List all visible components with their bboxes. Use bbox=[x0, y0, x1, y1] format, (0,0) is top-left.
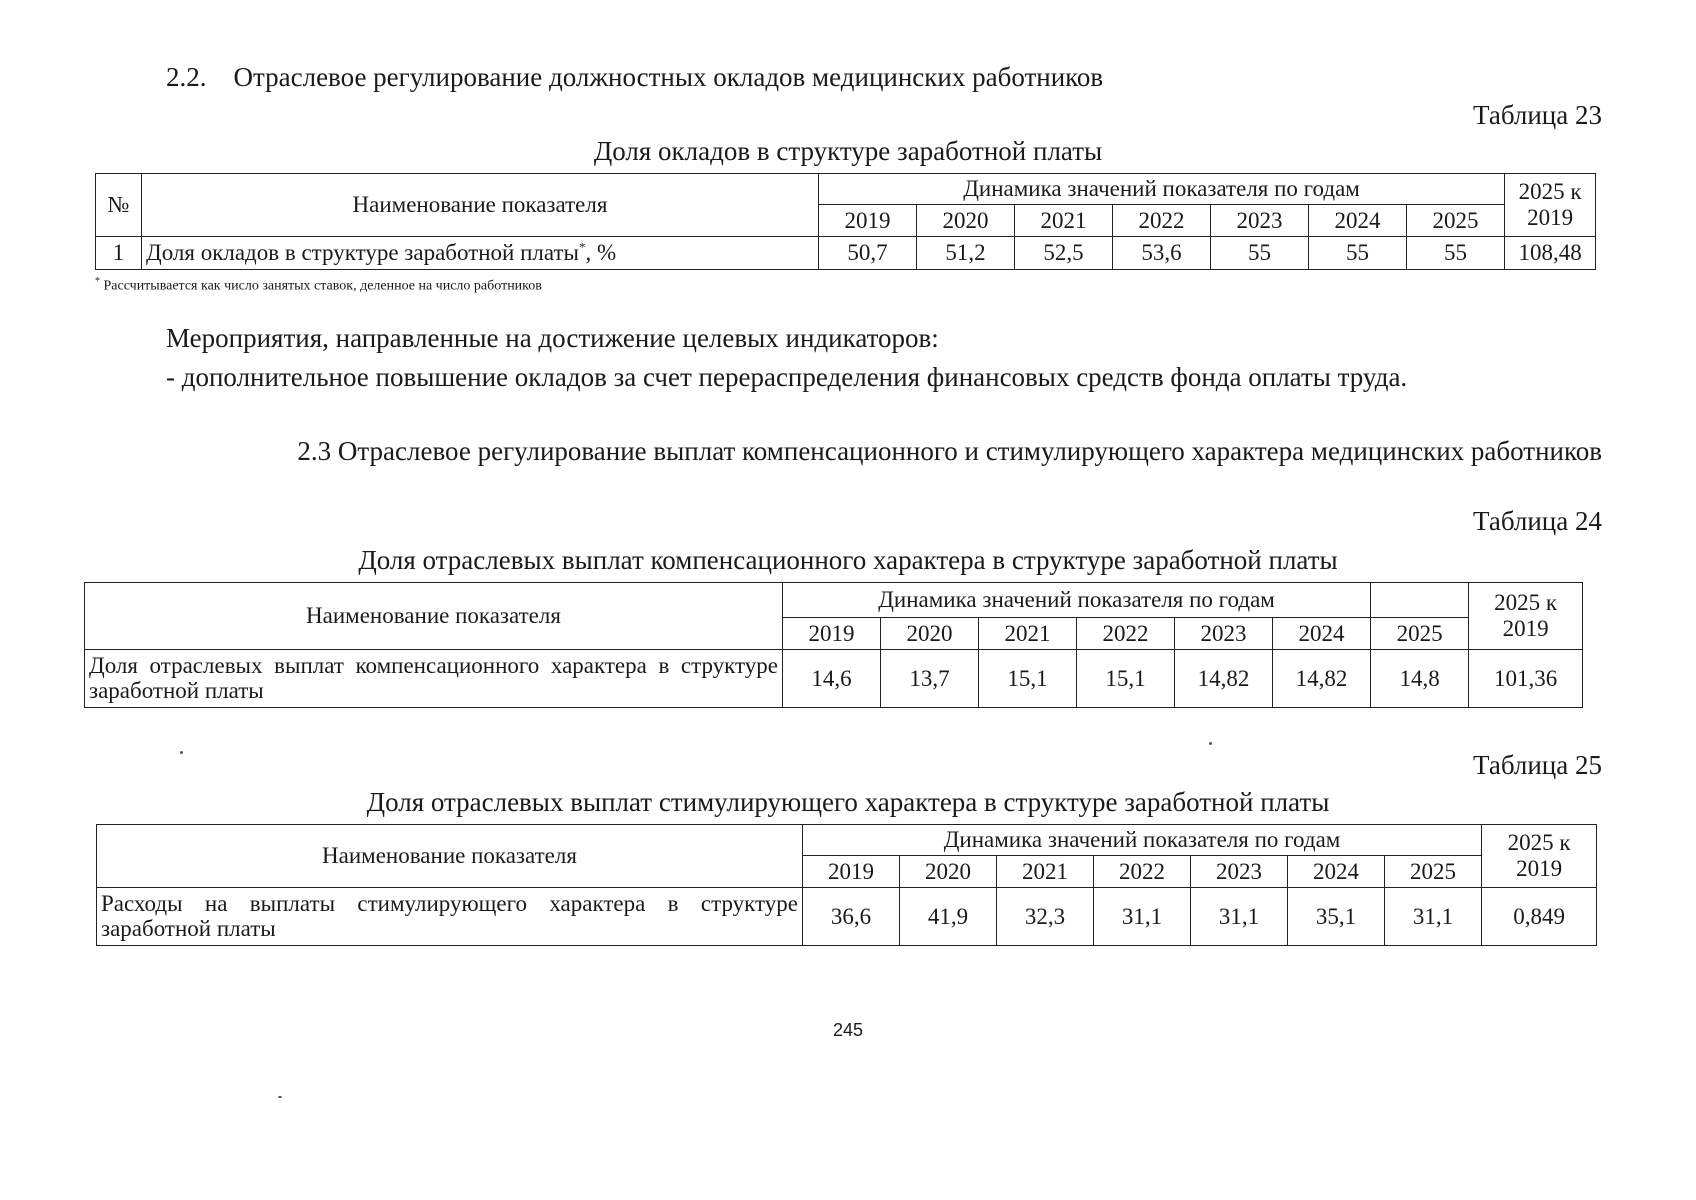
value-cell: 50,7 bbox=[819, 237, 917, 270]
year-cell: 2023 bbox=[1211, 205, 1309, 237]
table-24-label: Таблица 24 bbox=[1473, 506, 1602, 536]
ratio-cell: 101,36 bbox=[1469, 650, 1583, 708]
year-cell: 2019 bbox=[783, 618, 881, 650]
value-cell: 31,1 bbox=[1191, 888, 1288, 946]
table-25-label: Таблица 25 bbox=[1473, 750, 1602, 780]
row-name: Доля отраслевых выплат компенсационного характера в структуре заработной платы bbox=[85, 650, 783, 708]
header-num: № bbox=[96, 174, 142, 237]
ratio-cell: 0,849 bbox=[1482, 888, 1597, 946]
page-number: 245 bbox=[832, 1020, 864, 1040]
ratio-cell: 108,48 bbox=[1505, 237, 1596, 270]
value-cell: 14,6 bbox=[783, 650, 881, 708]
table-row bbox=[85, 650, 1583, 708]
year-cell: 2023 bbox=[1175, 618, 1273, 650]
year-cell: 2022 bbox=[1094, 856, 1191, 888]
header-dynamics: Динамика значений показателя по годам bbox=[819, 174, 1505, 205]
header-ratio: 2025 к 2019 bbox=[1505, 174, 1596, 237]
table-23 bbox=[95, 173, 1596, 270]
row-name: Расходы на выплаты стимулирующего характера в структуре заработной платы bbox=[97, 888, 803, 946]
value-cell: 15,1 bbox=[1077, 650, 1175, 708]
value-cell: 55 bbox=[1211, 237, 1309, 270]
year-cell: 2023 bbox=[1191, 856, 1288, 888]
table-row bbox=[97, 888, 1597, 946]
value-cell: 31,1 bbox=[1385, 888, 1482, 946]
value-cell: 51,2 bbox=[917, 237, 1015, 270]
row-num: 1 bbox=[96, 237, 142, 270]
year-cell: 2025 bbox=[1371, 618, 1469, 650]
value-cell: 41,9 bbox=[900, 888, 997, 946]
year-cell: 2021 bbox=[1015, 205, 1113, 237]
year-cell: 2021 bbox=[997, 856, 1094, 888]
year-cell: 2024 bbox=[1309, 205, 1407, 237]
year-cell: 2024 bbox=[1273, 618, 1371, 650]
scan-speck bbox=[278, 1096, 282, 1098]
year-cell: 2022 bbox=[1113, 205, 1211, 237]
value-cell: 15,1 bbox=[979, 650, 1077, 708]
header-name: Наименование показателя bbox=[142, 174, 819, 237]
table-23-footnote: * Рассчитывается как число занятых ставок, деленное на число работников bbox=[95, 276, 542, 294]
year-cell: 2020 bbox=[900, 856, 997, 888]
value-cell: 52,5 bbox=[1015, 237, 1113, 270]
value-cell: 13,7 bbox=[881, 650, 979, 708]
year-cell: 2020 bbox=[881, 618, 979, 650]
year-cell: 2020 bbox=[917, 205, 1015, 237]
section-2-2-heading: 2.2. Отраслевое регулирование должностных окладов медицинских работников bbox=[166, 62, 1104, 92]
table-row bbox=[96, 237, 1596, 270]
table-24-title: Доля отраслевых выплат компенсационного характера в структуре заработной платы bbox=[358, 545, 1338, 575]
value-cell: 55 bbox=[1407, 237, 1505, 270]
section-2-3-heading: 2.3 Отраслевое регулирование выплат компенсационного и стимулирующего характера медицинских работников bbox=[297, 436, 1602, 466]
table-23-title: Доля окладов в структуре заработной платы bbox=[593, 136, 1103, 166]
year-cell: 2022 bbox=[1077, 618, 1175, 650]
table-23-label: Таблица 23 bbox=[1473, 100, 1602, 130]
header-dynamics: Динамика значений показателя по годам bbox=[803, 825, 1482, 856]
measures-line-1: Мероприятия, направленные на достижение целевых индикаторов: bbox=[166, 323, 939, 353]
value-cell: 14,8 bbox=[1371, 650, 1469, 708]
header-dynamics: Динамика значений показателя по годам bbox=[783, 583, 1371, 618]
year-cell: 2025 bbox=[1407, 205, 1505, 237]
value-cell: 53,6 bbox=[1113, 237, 1211, 270]
header-ratio: 2025 к 2019 bbox=[1469, 583, 1583, 650]
measures-line-2: - дополнительное повышение окладов за счет перераспределения финансовых средств фонда оплаты труда. bbox=[166, 362, 1408, 392]
scan-speck bbox=[180, 751, 183, 754]
scan-speck bbox=[1209, 742, 1212, 745]
header-ratio: 2025 к 2019 bbox=[1482, 825, 1597, 888]
table-25 bbox=[96, 824, 1597, 946]
year-cell: 2019 bbox=[819, 205, 917, 237]
value-cell: 32,3 bbox=[997, 888, 1094, 946]
value-cell: 14,82 bbox=[1175, 650, 1273, 708]
row-name: Доля окладов в структуре заработной платы*, % bbox=[142, 237, 819, 270]
value-cell: 55 bbox=[1309, 237, 1407, 270]
header-empty-cell bbox=[1371, 583, 1469, 618]
header-name: Наименование показателя bbox=[85, 583, 783, 650]
value-cell: 35,1 bbox=[1288, 888, 1385, 946]
year-cell: 2025 bbox=[1385, 856, 1482, 888]
header-name: Наименование показателя bbox=[97, 825, 803, 888]
year-cell: 2021 bbox=[979, 618, 1077, 650]
value-cell: 31,1 bbox=[1094, 888, 1191, 946]
year-cell: 2024 bbox=[1288, 856, 1385, 888]
year-cell: 2019 bbox=[803, 856, 900, 888]
table-25-title: Доля отраслевых выплат стимулирующего характера в структуре заработной платы bbox=[366, 787, 1330, 817]
value-cell: 36,6 bbox=[803, 888, 900, 946]
table-24 bbox=[84, 582, 1583, 708]
value-cell: 14,82 bbox=[1273, 650, 1371, 708]
